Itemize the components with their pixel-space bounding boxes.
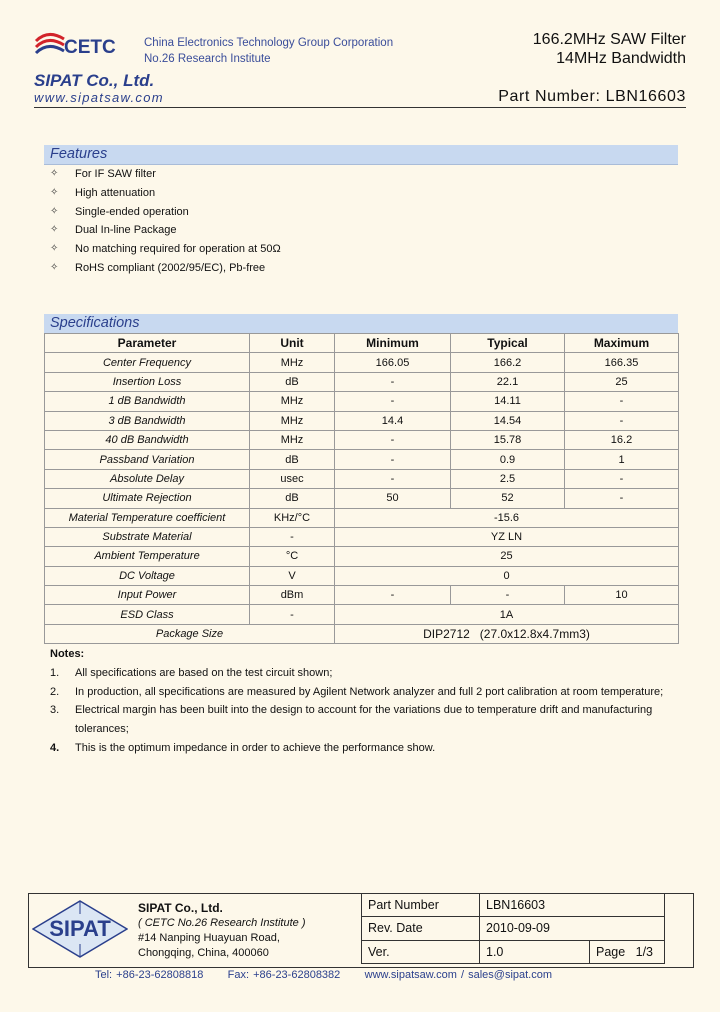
unit-cell: dB bbox=[250, 372, 335, 391]
param-cell: 1 dB Bandwidth bbox=[45, 392, 250, 411]
param-cell: Center Frequency bbox=[45, 353, 250, 372]
features-heading: Features bbox=[50, 146, 108, 162]
table-row bbox=[45, 547, 679, 566]
max-cell: 10 bbox=[565, 586, 679, 605]
max-cell: 16.2 bbox=[565, 430, 679, 449]
page-cell bbox=[590, 940, 665, 963]
table-row bbox=[45, 566, 679, 585]
footer-company-info bbox=[138, 901, 306, 961]
table-row bbox=[45, 392, 679, 411]
note-item bbox=[50, 701, 690, 738]
note-text: Electrical margin has been built into the design to account for the variations due to temperature drift and manufacturing tolerances; bbox=[75, 704, 653, 736]
min-cell: - bbox=[335, 586, 451, 605]
param-cell: Substrate Material bbox=[45, 527, 250, 546]
table-row bbox=[45, 624, 679, 643]
unit-cell: dB bbox=[250, 450, 335, 469]
unit-cell: MHz bbox=[250, 411, 335, 430]
footer-address-1: #14 Nanping Huayuan Road, bbox=[138, 932, 280, 944]
feature-item bbox=[50, 259, 281, 278]
note-text: This is the optimum impedance in order to achieve the performance show. bbox=[75, 741, 436, 754]
org-line-1: China Electronics Technology Group Corporation bbox=[144, 37, 394, 49]
bullet-icon: ✧ bbox=[50, 224, 59, 236]
feature-text: For IF SAW filter bbox=[75, 168, 156, 180]
feature-item bbox=[50, 165, 281, 184]
part-number-header: Part Number: LBN16603 bbox=[498, 88, 686, 105]
feature-item bbox=[50, 203, 281, 222]
sipat-logo bbox=[32, 900, 128, 958]
footer-address-2: Chongqing, China, 400060 bbox=[138, 947, 269, 959]
title-line-1: 166.2MHz SAW Filter bbox=[532, 31, 686, 48]
features-section-bar bbox=[44, 145, 678, 165]
feature-text: Dual In-line Package bbox=[75, 224, 177, 237]
version-label: Ver. bbox=[362, 940, 480, 963]
company-name: SIPAT Co., Ltd. bbox=[34, 71, 155, 90]
param-cell: Ambient Temperature bbox=[45, 547, 250, 566]
cetc-logo bbox=[34, 31, 134, 61]
unit-cell: MHz bbox=[250, 392, 335, 411]
unit-cell: - bbox=[250, 605, 335, 624]
specifications-section-bar bbox=[44, 314, 678, 334]
param-cell: 3 dB Bandwidth bbox=[45, 411, 250, 430]
typ-cell: 14.11 bbox=[451, 392, 565, 411]
organization-name bbox=[144, 35, 393, 67]
table-row bbox=[362, 917, 665, 940]
unit-cell: MHz bbox=[250, 430, 335, 449]
version-value: 1.0 bbox=[480, 940, 590, 963]
unit-cell: dB bbox=[250, 489, 335, 508]
feature-text: High attenuation bbox=[75, 186, 156, 199]
rev-date-value: 2010-09-09 bbox=[480, 917, 665, 940]
typ-cell: 0.9 bbox=[451, 450, 565, 469]
product-title bbox=[533, 30, 686, 68]
param-cell: Package Size bbox=[45, 624, 335, 643]
param-cell: 40 dB Bandwidth bbox=[45, 430, 250, 449]
title-line-2: 14MHz Bandwidth bbox=[556, 50, 686, 67]
typ-cell: 2.5 bbox=[451, 469, 565, 488]
max-cell: 25 bbox=[565, 372, 679, 391]
table-row bbox=[45, 605, 679, 624]
value-cell: -15.6 bbox=[335, 508, 679, 527]
note-item bbox=[50, 683, 690, 702]
table-row bbox=[45, 450, 679, 469]
company-url[interactable]: www.sipatsaw.com bbox=[34, 90, 164, 105]
features-list bbox=[50, 165, 281, 278]
page-label: Page bbox=[596, 944, 626, 959]
param-cell: DC Voltage bbox=[45, 566, 250, 585]
unit-cell: usec bbox=[250, 469, 335, 488]
value-cell: YZ LN bbox=[335, 527, 679, 546]
min-cell: 166.05 bbox=[335, 353, 451, 372]
table-row bbox=[45, 411, 679, 430]
typ-cell: 166.2 bbox=[451, 353, 565, 372]
header-divider bbox=[34, 107, 686, 108]
note-number: 3. bbox=[50, 704, 60, 717]
notes-section bbox=[50, 648, 690, 758]
table-row bbox=[45, 508, 679, 527]
rev-date-label: Rev. Date bbox=[362, 917, 480, 940]
notes-heading: Notes: bbox=[50, 648, 85, 660]
bullet-icon: ✧ bbox=[50, 205, 59, 217]
table-row bbox=[362, 940, 665, 963]
table-row bbox=[45, 353, 679, 372]
bullet-icon: ✧ bbox=[50, 261, 59, 273]
param-cell: Material Temperature coefficient bbox=[45, 508, 250, 527]
table-row bbox=[45, 469, 679, 488]
table-row bbox=[45, 527, 679, 546]
param-cell: Absolute Delay bbox=[45, 469, 250, 488]
unit-cell: dBm bbox=[250, 586, 335, 605]
sipat-logo-text: SIPAT bbox=[49, 916, 111, 941]
bullet-icon: ✧ bbox=[50, 243, 59, 255]
param-cell: Insertion Loss bbox=[45, 372, 250, 391]
cetc-logo-text: CETC bbox=[64, 37, 116, 58]
feature-item bbox=[50, 240, 281, 259]
typ-cell: 15.78 bbox=[451, 430, 565, 449]
typ-cell: 14.54 bbox=[451, 411, 565, 430]
max-cell: - bbox=[565, 411, 679, 430]
note-number: 2. bbox=[50, 685, 60, 698]
table-row bbox=[45, 489, 679, 508]
param-cell: Ultimate Rejection bbox=[45, 489, 250, 508]
column-header: Minimum bbox=[335, 334, 451, 353]
min-cell: - bbox=[335, 372, 451, 391]
unit-cell: °C bbox=[250, 547, 335, 566]
org-line-2: No.26 Research Institute bbox=[144, 53, 271, 65]
note-number: 4. bbox=[50, 741, 60, 754]
max-cell: 166.35 bbox=[565, 353, 679, 372]
contact-line: Tel: +86-23-62808818 Fax: +86-23-62808382 www.sipatsaw.com / sales@sipat.com bbox=[95, 969, 553, 981]
max-cell: - bbox=[565, 489, 679, 508]
table-row bbox=[362, 894, 665, 917]
note-text: All specifications are based on the test circuit shown; bbox=[75, 667, 333, 679]
note-text: In production, all specifications are measured by Agilent Network analyzer and full 2 port calibration at room temperature; bbox=[75, 685, 664, 698]
note-number: 1. bbox=[50, 667, 60, 679]
feature-text: RoHS compliant (2002/95/EC), Pb-free bbox=[75, 261, 266, 274]
note-item bbox=[50, 664, 690, 683]
specifications-table bbox=[44, 333, 679, 644]
unit-cell: - bbox=[250, 527, 335, 546]
bullet-icon: ✧ bbox=[50, 168, 59, 179]
param-cell: ESD Class bbox=[45, 605, 250, 624]
table-row bbox=[45, 372, 679, 391]
table-row bbox=[45, 430, 679, 449]
document-info-table bbox=[361, 893, 665, 964]
value-cell: 0 bbox=[335, 566, 679, 585]
value-cell: DIP2712 (27.0x12.8x4.7mm3) bbox=[335, 624, 679, 643]
unit-cell: KHz/°C bbox=[250, 508, 335, 527]
min-cell: - bbox=[335, 430, 451, 449]
table-header-row bbox=[45, 334, 679, 353]
value-cell: 1A bbox=[335, 605, 679, 624]
feature-item bbox=[50, 184, 281, 203]
typ-cell: 22.1 bbox=[451, 372, 565, 391]
value-cell: 25 bbox=[335, 547, 679, 566]
param-cell: Input Power bbox=[45, 586, 250, 605]
min-cell: 50 bbox=[335, 489, 451, 508]
max-cell: - bbox=[565, 469, 679, 488]
max-cell: 1 bbox=[565, 450, 679, 469]
min-cell: - bbox=[335, 469, 451, 488]
feature-text: No matching required for operation at 50Ω bbox=[75, 243, 281, 256]
part-number-value: LBN16603 bbox=[480, 894, 665, 917]
note-item bbox=[50, 739, 690, 758]
column-header: Unit bbox=[250, 334, 335, 353]
footer-institute: ( CETC No.26 Research Institute ) bbox=[138, 917, 306, 929]
specifications-heading: Specifications bbox=[50, 315, 140, 331]
feature-text: Single-ended operation bbox=[75, 205, 189, 218]
min-cell: - bbox=[335, 450, 451, 469]
column-header: Parameter bbox=[45, 334, 250, 353]
unit-cell: V bbox=[250, 566, 335, 585]
bullet-icon: ✧ bbox=[50, 186, 59, 198]
footer-company-name: SIPAT Co., Ltd. bbox=[138, 901, 223, 915]
min-cell: - bbox=[335, 392, 451, 411]
unit-cell: MHz bbox=[250, 353, 335, 372]
feature-item bbox=[50, 221, 281, 240]
column-header: Maximum bbox=[565, 334, 679, 353]
max-cell: - bbox=[565, 392, 679, 411]
typ-cell: - bbox=[451, 586, 565, 605]
page-value: 1/3 bbox=[635, 944, 654, 959]
column-header: Typical bbox=[451, 334, 565, 353]
typ-cell: 52 bbox=[451, 489, 565, 508]
min-cell: 14.4 bbox=[335, 411, 451, 430]
table-row bbox=[45, 586, 679, 605]
part-number-label: Part Number bbox=[362, 894, 480, 917]
param-cell: Passband Variation bbox=[45, 450, 250, 469]
